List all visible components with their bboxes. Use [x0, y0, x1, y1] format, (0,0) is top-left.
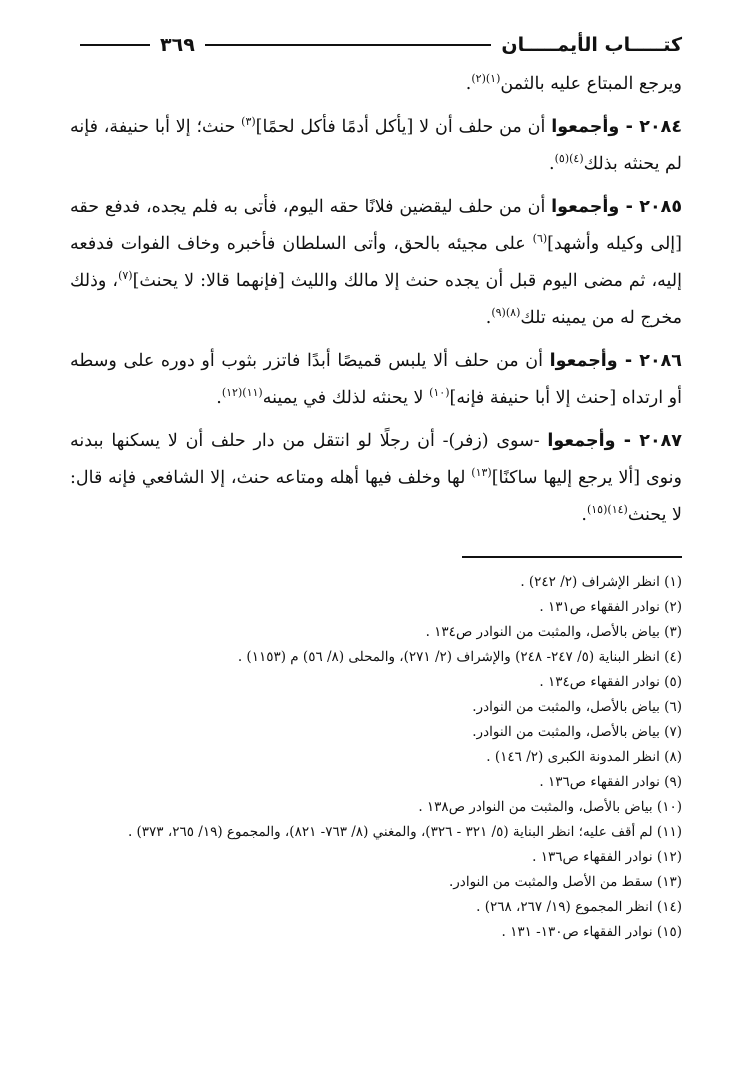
footnote-marker: (٣): [241, 115, 256, 129]
footnote-item: (٢) نوادر الفقهاء ص١٣١ .: [539, 599, 682, 615]
text-run: ويرجع المبتاع عليه بالثمن: [500, 74, 682, 94]
issue-number: ٢٠٨٦ -: [617, 351, 682, 371]
footnote-marker: (١٠): [429, 386, 450, 400]
lead-word: وأجمعوا: [549, 351, 618, 371]
lead-word: وأجمعوا: [547, 431, 616, 451]
paragraph: [70, 343, 682, 417]
header-title: كتـــــاب الأيمـــــان: [501, 34, 682, 56]
lead-word: وأجمعوا: [551, 197, 620, 217]
book-page: [70, 28, 682, 945]
text-run: أن من حلف أن لا [يأكل أدمًا فأكل لحمًا]: [255, 117, 552, 137]
footnote-item: (٩) نوادر الفقهاء ص١٣٦ .: [539, 774, 682, 790]
main-text: [70, 66, 682, 534]
footnote-marker: (٨)(٩): [491, 306, 521, 320]
footnote-item: (٣) بياض بالأصل، والمثبت من النوادر ص١٣٤ .: [425, 624, 682, 640]
footnotes-list: [70, 570, 682, 945]
footnote-separator: [462, 556, 682, 558]
footnote-item: (٦) بياض بالأصل، والمثبت من النوادر.: [472, 699, 682, 715]
footnote-item: (١٢) نوادر الفقهاء ص١٣٦ .: [532, 849, 682, 865]
issue-number: ٢٠٨٤ -: [619, 117, 683, 137]
footnote-marker: (١١)(١٢): [221, 386, 263, 400]
footnote-item: (٥) نوادر الفقهاء ص١٣٤ .: [539, 674, 682, 690]
text-run: -سوى (زفر)- أن رجلًا لو انتقل من دار حلف أن لا يسكنها ببدنه ونوى [ألا يرجع إليها ساكنًا]: [70, 431, 683, 488]
page-number: ٣٦٩: [160, 34, 195, 56]
text-run: .: [465, 74, 472, 94]
text-run: .: [581, 505, 587, 525]
issue-number: ٢٠٨٧ -: [615, 431, 682, 451]
footnote-item: (١٥) نوادر الفقهاء ص١٣٠- ١٣١ .: [501, 924, 682, 940]
footnote-item: (٨) انظر المدونة الكبرى (٢/ ١٤٦) .: [486, 749, 682, 765]
footnote-item: (١) انظر الإشراف (٢/ ٢٤٢) .: [520, 574, 682, 590]
paragraph: [70, 66, 682, 103]
footnote-item: (١٤) انظر المجموع (١٩/ ٢٦٧، ٢٦٨) .: [476, 899, 682, 915]
text-run: .: [485, 308, 492, 328]
footnote-marker: (٧): [118, 269, 133, 283]
footnote-item: (١١) لم أقف عليه؛ انظر البناية (٥/ ٣٢١ - ٣٢٦)، والمغني (٨/ ٧٦٣- ٨٢١)، والمجموع (١٩/ ٢٦٥، ٣٧٣) .: [127, 824, 682, 840]
footnote-marker: (١٤)(١٥): [586, 503, 628, 517]
header-rule: [205, 44, 492, 46]
footnote-marker: (٦): [532, 232, 548, 246]
text-run: حنث؛ إلا أبا حنيفة، فإنه لم يحنثه بذلك: [70, 117, 682, 174]
header-rule-short: [80, 44, 150, 46]
footnote-marker: (٤)(٥): [554, 152, 584, 166]
paragraph: [70, 109, 682, 183]
text-run: لها وخلف فيها أهله ومتاعه حنث، إلا الشافعي فإنه قال: لا يحنث: [70, 468, 682, 525]
footnote-item: (١٣) سقط من الأصل والمثبت من النوادر.: [449, 874, 682, 890]
text-run: على مجيئه بالحق، وأتى السلطان فأخبره وخاف الفوات فدفعه إليه، ثم مضى اليوم قبل أن يجده حنث إلا مالك والليث [فإنهما قالا: لا يحنث]: [70, 234, 682, 291]
text-run: أن من حلف ألا يلبس قميصًا أبدًا فاتزر بثوب أو دوره على وسطه أو ارتداه [حنث إلا أبا حنيفة فإنه]: [70, 351, 682, 408]
lead-word: وأجمعوا: [551, 117, 620, 137]
text-run: ، وذلك مخرج له من يمينه تلك: [70, 271, 682, 328]
footnote-item: (٧) بياض بالأصل، والمثبت من النوادر.: [472, 724, 682, 740]
text-run: أن من حلف ليقضين فلانًا حقه اليوم، فأتى به فلم يجده، فدفع حقه [إلى وكيله وأشهد]: [70, 197, 682, 254]
footnote-marker: (١٣): [471, 466, 492, 480]
footnote-marker: (١)(٢): [471, 72, 501, 86]
footnote-item: (١٠) بياض بالأصل، والمثبت من النوادر ص١٣٨ .: [418, 799, 682, 815]
paragraph: [70, 423, 682, 534]
paragraph: [70, 189, 682, 337]
issue-number: ٢٠٨٥ -: [619, 197, 683, 217]
text-run: لا يحنثه لذلك في يمينه: [262, 388, 430, 408]
text-run: .: [216, 388, 222, 408]
running-header: [70, 28, 682, 62]
text-run: .: [549, 154, 555, 174]
footnote-item: (٤) انظر البناية (٥/ ٢٤٧- ٢٤٨) والإشراف (٢/ ٢٧١)، والمحلى (٨/ ٥٦) م (١١٥٣) .: [237, 649, 682, 665]
